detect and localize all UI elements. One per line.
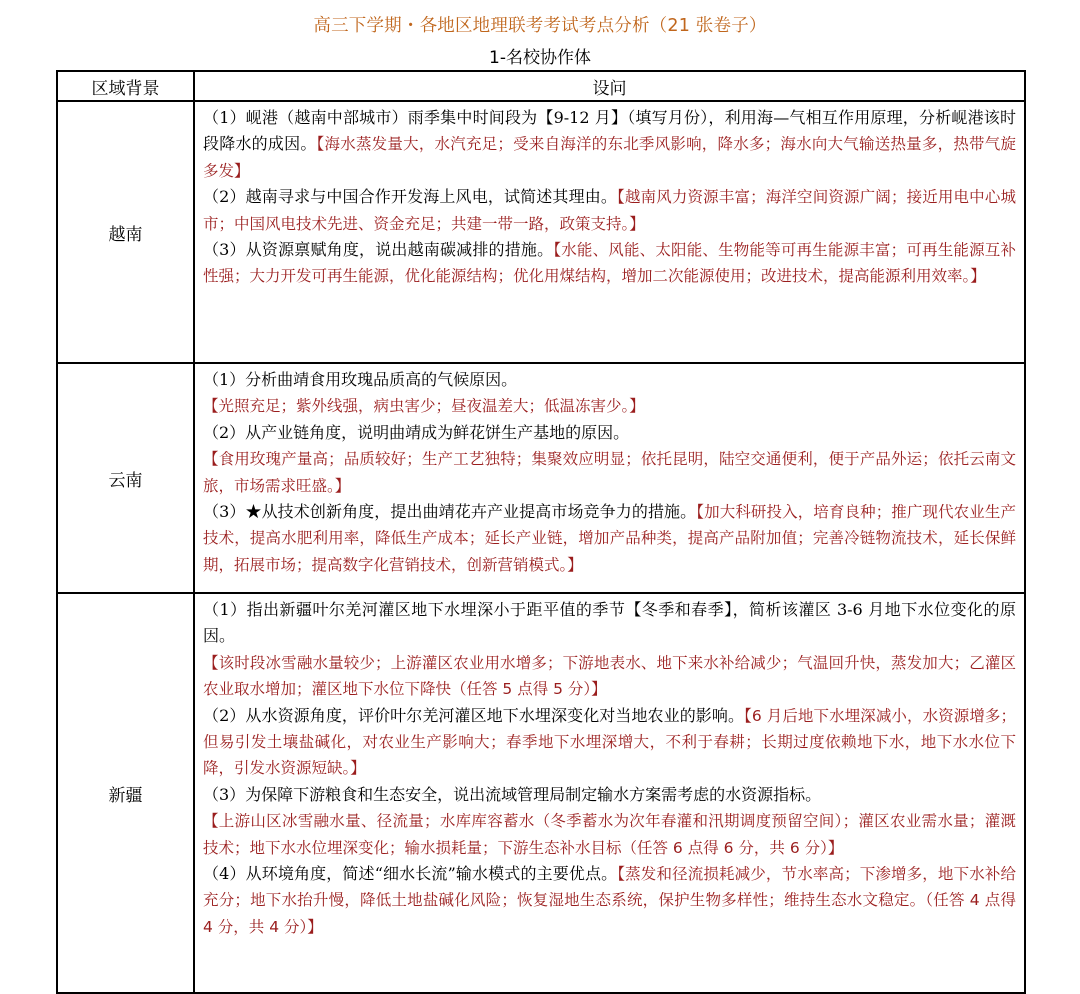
list-item — [203, 184, 1016, 237]
question-text: （4）从环境角度，简述“细水长流”输水模式的主要优点。 — [203, 864, 618, 884]
questions-table — [56, 70, 1026, 994]
question-cell — [194, 363, 1025, 593]
header-question: 设问 — [194, 71, 1025, 101]
answer-text: 【该时段冰雪融水量较少；上游灌区农业用水增多；下游地表水、地下来水补给减少；气温回升快，蒸发加大；乙灌区农业取水增加；灌区地下水位下降快（任答 5 点得 5 分）】 — [203, 653, 1016, 699]
question-text: （1）分析曲靖食用玫瑰品质高的气候原因。 — [203, 370, 518, 389]
list-item — [203, 597, 1016, 650]
document-title: 高三下学期・各地区地理联考考试考点分析（21 张卷子） — [313, 16, 767, 36]
list-item — [203, 782, 1016, 808]
question-text: （3）为保障下游粮食和生态安全，说出流域管理局制定输水方案需考虑的水资源指标。 — [203, 784, 822, 804]
list-item — [203, 393, 1016, 419]
list-item — [203, 237, 1016, 290]
list-item — [203, 808, 1016, 861]
question-text: （3）★从技术创新角度，提出曲靖花卉产业提高市场竞争力的措施。 — [203, 502, 697, 522]
question-text: （1）指出新疆叶尔羌河灌区地下水埋深小于距平值的季节【冬季和春季】，简析该灌区 3-6 月地下水位变化的原因。 — [203, 600, 1016, 646]
question-text: （3）从资源禀赋角度，说出越南碳减排的措施。 — [203, 240, 554, 260]
question-text: （2）从水资源角度，评价叶尔羌河灌区地下水埋深变化对当地农业的影响。 — [203, 705, 745, 725]
list-item — [203, 499, 1016, 578]
list-item — [203, 420, 1016, 446]
answer-text: 【上游山区冰雪融水量、径流量；水库库容蓄水（冬季蓄水为次年春灌和汛期调度预留空间）；灌区农业需水量；灌溉技术；地下水水位埋深变化；输水损耗量；下游生态补水目标（任答 6 点得 6 分，共 6 分）】 — [203, 812, 1016, 857]
question-cell — [194, 101, 1025, 363]
answer-text: 【加大科研投入，培育良种；推广现代农业生产技术，提高水肥利用率，降低生产成本；延长产业链，增加产品种类，提高产品附加值；完善冷链物流技术，延长保鲜期，拓展市场；提高数字化营销技术，创新营销模式。】 — [203, 503, 1016, 574]
region-cell: 云南 — [57, 363, 194, 593]
answer-text: 【蒸发和径流损耗减少，节水率高；下渗增多，地下水补给充分；地下水抬升慢，降低土地盐碱化风险；恢复湿地生态系统，保护生物多样性；维持生态水文稳定。（任答 4 点得 4 分，共 4 分）】 — [203, 865, 1016, 936]
answer-text: 【海水蒸发量大，水汽充足；受来自海洋的东北季风影响，降水多；海水向大气输送热量多，热带气旋多发】 — [203, 135, 1016, 180]
answer-text: 【食用玫瑰产量高；品质较好；生产工艺独特；集聚效应明显；依托昆明，陆空交通便利，便于产品外运；依托云南文旅，市场需求旺盛。】 — [203, 450, 1016, 495]
question-text: （2）越南寻求与中国合作开发海上风电，试简述其理由。 — [203, 187, 618, 207]
header-region: 区域背景 — [57, 71, 194, 101]
list-item — [203, 105, 1016, 184]
region-cell: 越南 — [57, 101, 194, 363]
question-cell — [194, 593, 1025, 993]
table-header-row — [57, 71, 1025, 101]
document-subtitle: 1-名校协作体 — [489, 48, 591, 68]
table-row — [57, 593, 1025, 993]
list-item — [203, 703, 1016, 782]
answer-text: 【光照充足；紫外线强，病虫害少；昼夜温差大；低温冻害少。】 — [203, 397, 645, 416]
list-item — [203, 367, 1016, 393]
question-text: （2）从产业链角度，说明曲靖成为鲜花饼生产基地的原因。 — [203, 422, 630, 442]
table-row — [57, 101, 1025, 363]
answer-text: 【水能、风能、太阳能、生物能等可再生能源丰富；可再生能源互补性强；大力开发可再生能源，优化能源结构；优化用煤结构，增加二次能源使用；改进技术，提高能源利用效率。】 — [203, 241, 1016, 286]
list-item — [203, 446, 1016, 499]
list-item — [203, 650, 1016, 703]
answer-text: 【6 月后地下水埋深减小，水资源增多；但易引发土壤盐碱化，对农业生产影响大；春季地下水埋深增大，不利于春耕；长期过度依赖地下水，地下水水位下降，引发水资源短缺。】 — [203, 706, 1016, 778]
region-cell: 新疆 — [57, 593, 194, 993]
question-text: （1）岘港（越南中部城市）雨季集中时间段为【9-12 月】（填写月份），利用海—气相互作用原理，分析岘港该时段降水的成因。 — [203, 108, 1016, 154]
answer-text: 【越南风力资源丰富；海洋空间资源广阔；接近用电中心城市；中国风电技术先进、资金充足；共建一带一路，政策支持。】 — [203, 188, 1016, 233]
table-row — [57, 363, 1025, 593]
list-item — [203, 861, 1016, 940]
